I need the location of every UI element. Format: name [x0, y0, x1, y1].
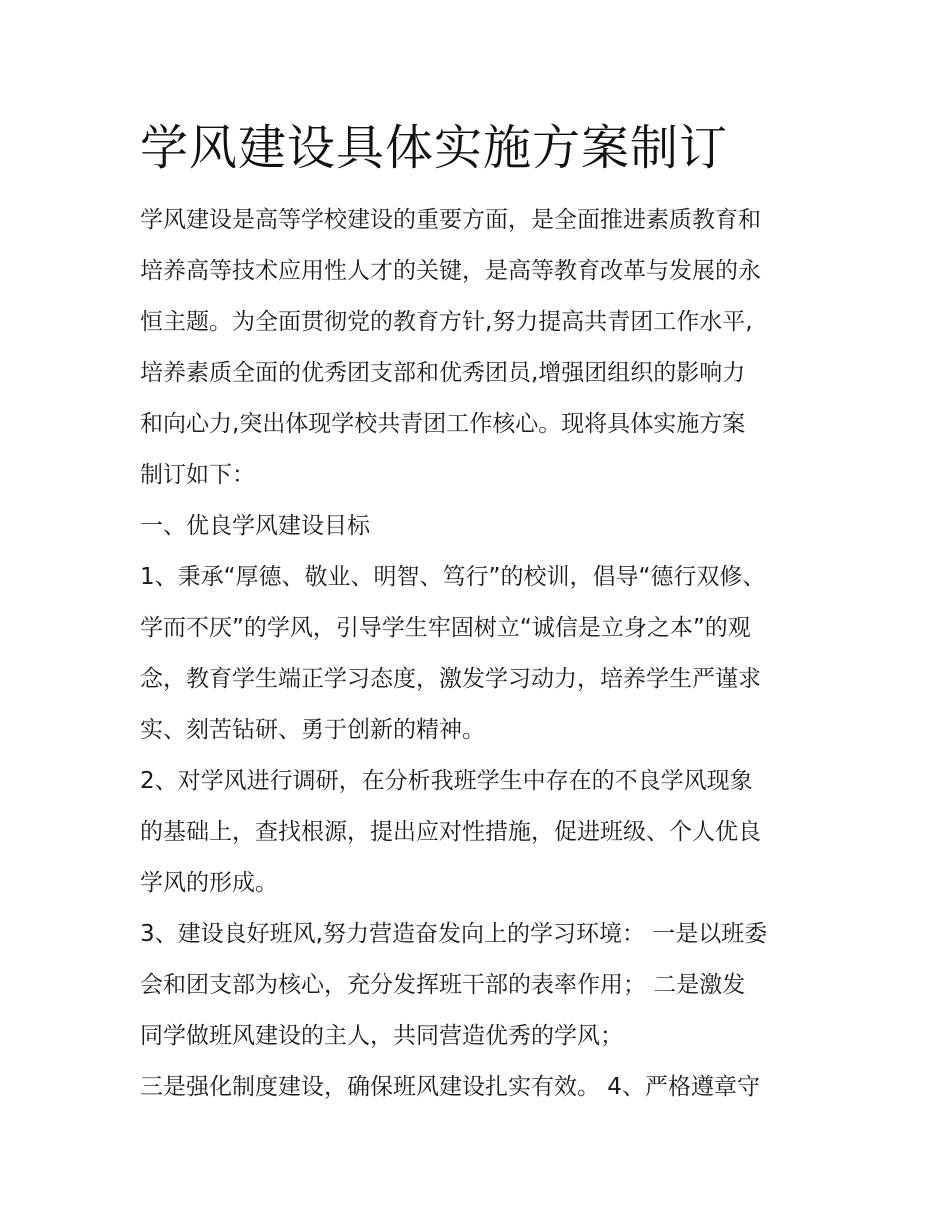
- paragraph-line: 培养素质全面的优秀团支部和优秀团员,增强团组织的影响力: [140, 360, 746, 386]
- paragraph-line: 学风的形成。: [140, 870, 278, 896]
- paragraph-line: 3、建设良好班风,努力营造奋发向上的学习环境： 一是以班委: [140, 921, 768, 947]
- paragraph-line: 培养高等技术应用性人才的关键，是高等教育改革与发展的永: [140, 258, 761, 284]
- paragraph-line: 1、秉承“厚德、敬业、明智、笃行”的校训，倡导“德行双修、: [140, 564, 766, 590]
- paragraph-line: 学风建设是高等学校建设的重要方面，是全面推进素质教育和: [140, 207, 761, 233]
- paragraph-line: 念，教育学生端正学习态度，激发学习动力，培养学生严谨求: [140, 666, 761, 692]
- paragraph-line: 的基础上，查找根源，提出应对性措施，促进班级、个人优良: [140, 819, 761, 845]
- page-title: 学风建设具体实施方案制订: [140, 120, 729, 176]
- paragraph-line: 制订如下：: [140, 462, 255, 488]
- paragraph-line: 恒主题。为全面贯彻党的教育方针,努力提高共青团工作水平,: [140, 309, 753, 335]
- paragraph-line: 同学做班风建设的主人，共同营造优秀的学风；: [140, 1023, 623, 1049]
- paragraph-line: 实、刻苦钻研、勇于创新的精神。: [140, 717, 485, 743]
- paragraph-line: 2、对学风进行调研，在分析我班学生中存在的不良学风现象: [140, 768, 753, 794]
- section-heading: 一、优良学风建设目标: [140, 513, 370, 539]
- paragraph-line: 学而不厌”的学风，引导学生牢固树立“诚信是立身之本”的观: [140, 615, 751, 641]
- paragraph-line: 会和团支部为核心，充分发挥班干部的表率作用； 二是激发: [140, 972, 746, 998]
- paragraph-line: 三是强化制度建设，确保班风建设扎实有效。 4、严格遵章守: [140, 1074, 760, 1100]
- paragraph-line: 和向心力,突出体现学校共青团工作核心。现将具体实施方案: [140, 411, 746, 437]
